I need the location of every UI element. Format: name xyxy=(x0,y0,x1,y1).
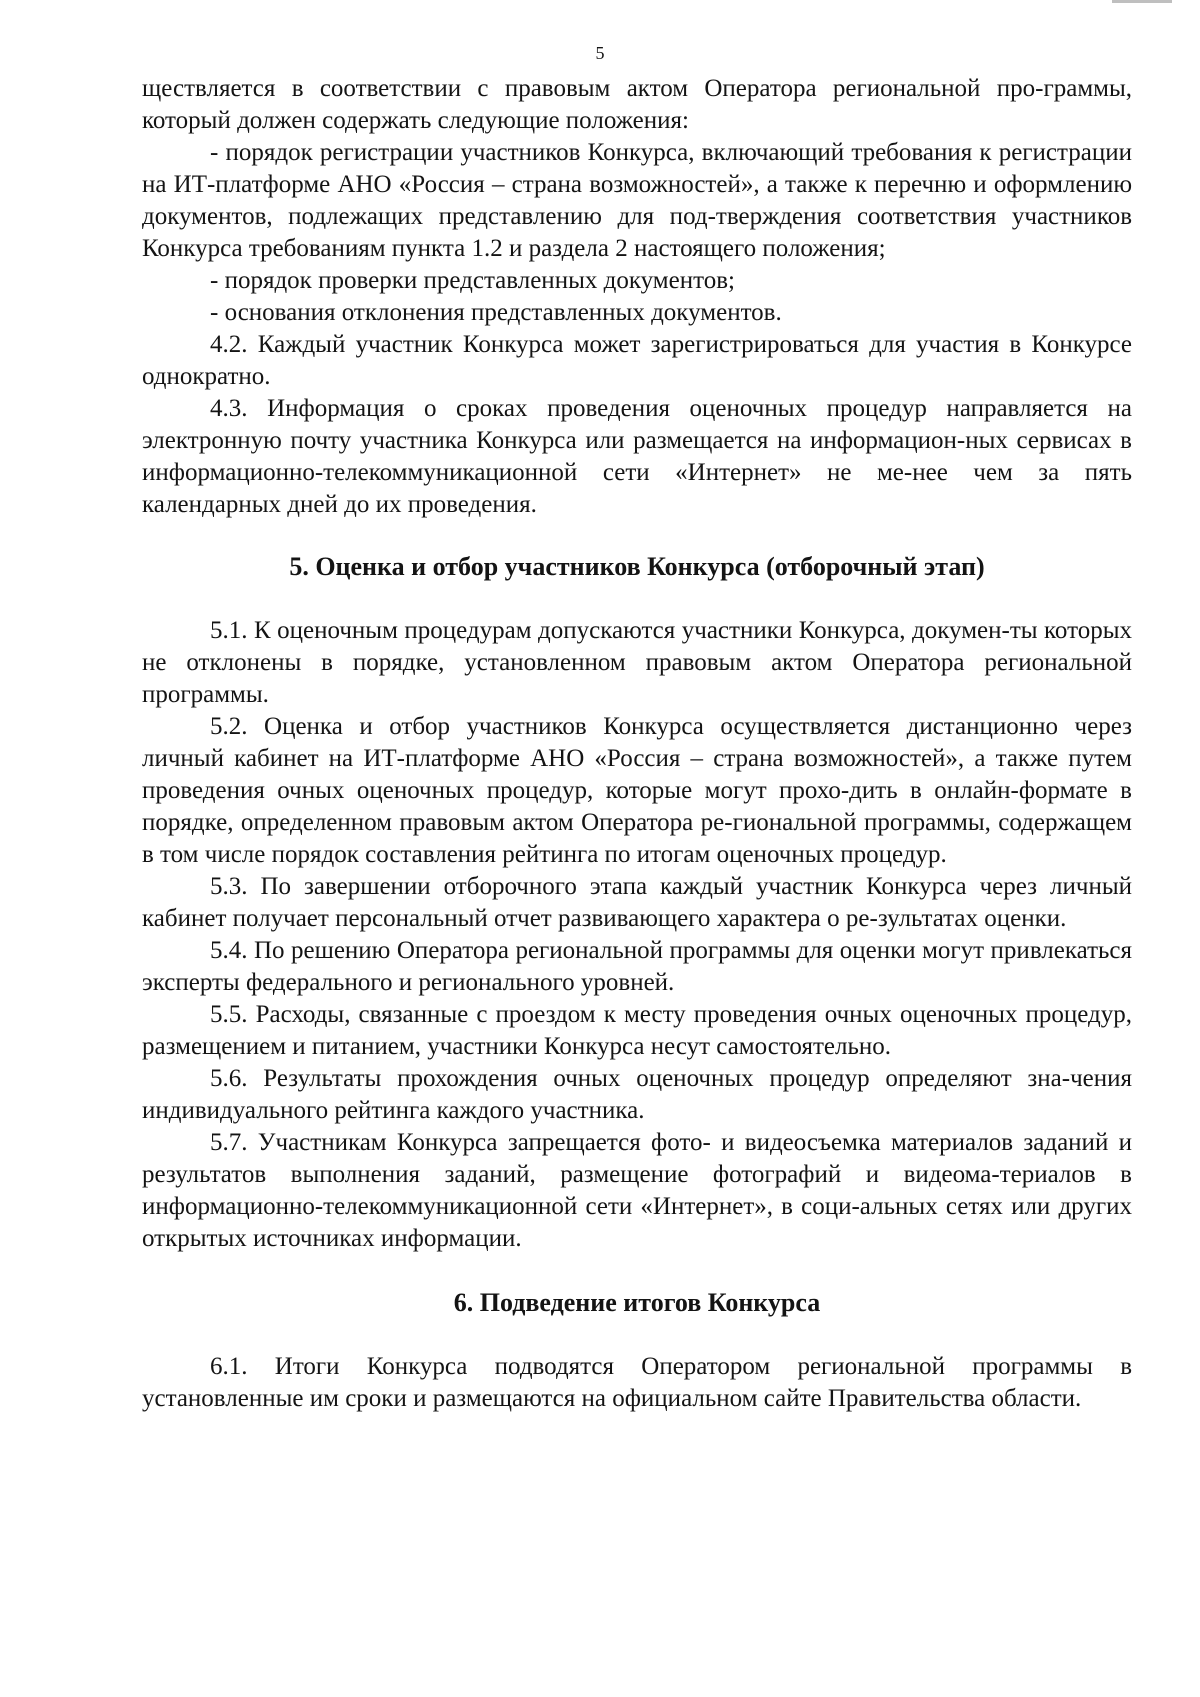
document-body xyxy=(142,73,1132,1415)
list-item-registration: - порядок регистрации участников Конкурса, включающий требования к регистрации на ИТ-платформе АНО «Россия – страна возможностей», а также к перечню и оформлению документов, подлежащих представлению для под-тверждения соответствия участников Конкурса требованиям пункта 1.2 и раздела 2 настоящего положения; xyxy=(142,139,1132,262)
clause-5-7: 5.7. Участникам Конкурса запрещается фото- и видеосъемка материалов заданий и результатов выполнения заданий, размещение фотографий и видеома-териалов в информационно-телекоммуникационной сети «Интернет», в соци-альных сетях или других открытых источниках информации. xyxy=(142,1129,1132,1252)
section-6-heading: 6. Подведение итогов Конкурса xyxy=(453,1288,821,1317)
list-item-verification: - порядок проверки представленных документов; xyxy=(210,267,735,294)
clause-4-2: 4.2. Каждый участник Конкурса может зарегистрироваться для участия в Конкурсе однократно. xyxy=(142,331,1132,390)
section-5-heading: 5. Оценка и отбор участников Конкурса (отборочный этап) xyxy=(289,552,985,581)
clause-5-6: 5.6. Результаты прохождения очных оценочных процедур определяют зна-чения индивидуального рейтинга каждого участника. xyxy=(142,1065,1132,1124)
page-number: 5 xyxy=(595,43,605,63)
paragraph-continuation: ществляется в соответствии с правовым актом Оператора региональной про-граммы, который должен содержать следующие положения: xyxy=(142,75,1132,134)
clause-5-1: 5.1. К оценочным процедурам допускаются участники Конкурса, докумен-ты которых не отклонены в порядке, установленном правовым актом Оператора региональной программы. xyxy=(142,617,1132,708)
clause-5-3: 5.3. По завершении отборочного этапа каждый участник Конкурса через личный кабинет получает персональный отчет развивающего характера о ре-зультатах оценки. xyxy=(142,873,1132,932)
clause-6-1: 6.1. Итоги Конкурса подводятся Оператором региональной программы в установленные им сроки и размещаются на официальном сайте Правительства области. xyxy=(142,1353,1132,1412)
clause-4-3: 4.3. Информация о сроках проведения оценочных процедур направляется на электронную почту участника Конкурса или размещается на информацион-ных сервисах в информационно-телекоммуникационной сети «Интернет» не ме-нее чем за пять календарных дней до их проведения. xyxy=(142,395,1132,518)
scan-edge-mark xyxy=(1112,0,1172,3)
clause-5-4: 5.4. По решению Оператора региональной программы для оценки могут привлекаться эксперты федерального и регионального уровней. xyxy=(142,937,1132,996)
list-item-rejection: - основания отклонения представленных документов. xyxy=(210,299,782,326)
clause-5-2: 5.2. Оценка и отбор участников Конкурса осуществляется дистанционно через личный кабинет на ИТ-платформе АНО «Россия – страна возможностей», а также путем проведения очных оценочных процедур, которые могут прохо-дить в онлайн-формате в порядке, определенном правовым актом Оператора ре-гиональной программы, содержащем в том числе порядок составления рейтинга по итогам оценочных процедур. xyxy=(142,713,1132,868)
clause-5-5: 5.5. Расходы, связанные с проездом к месту проведения очных оценочных процедур, размещением и питанием, участники Конкурса несут самостоятельно. xyxy=(142,1001,1132,1060)
